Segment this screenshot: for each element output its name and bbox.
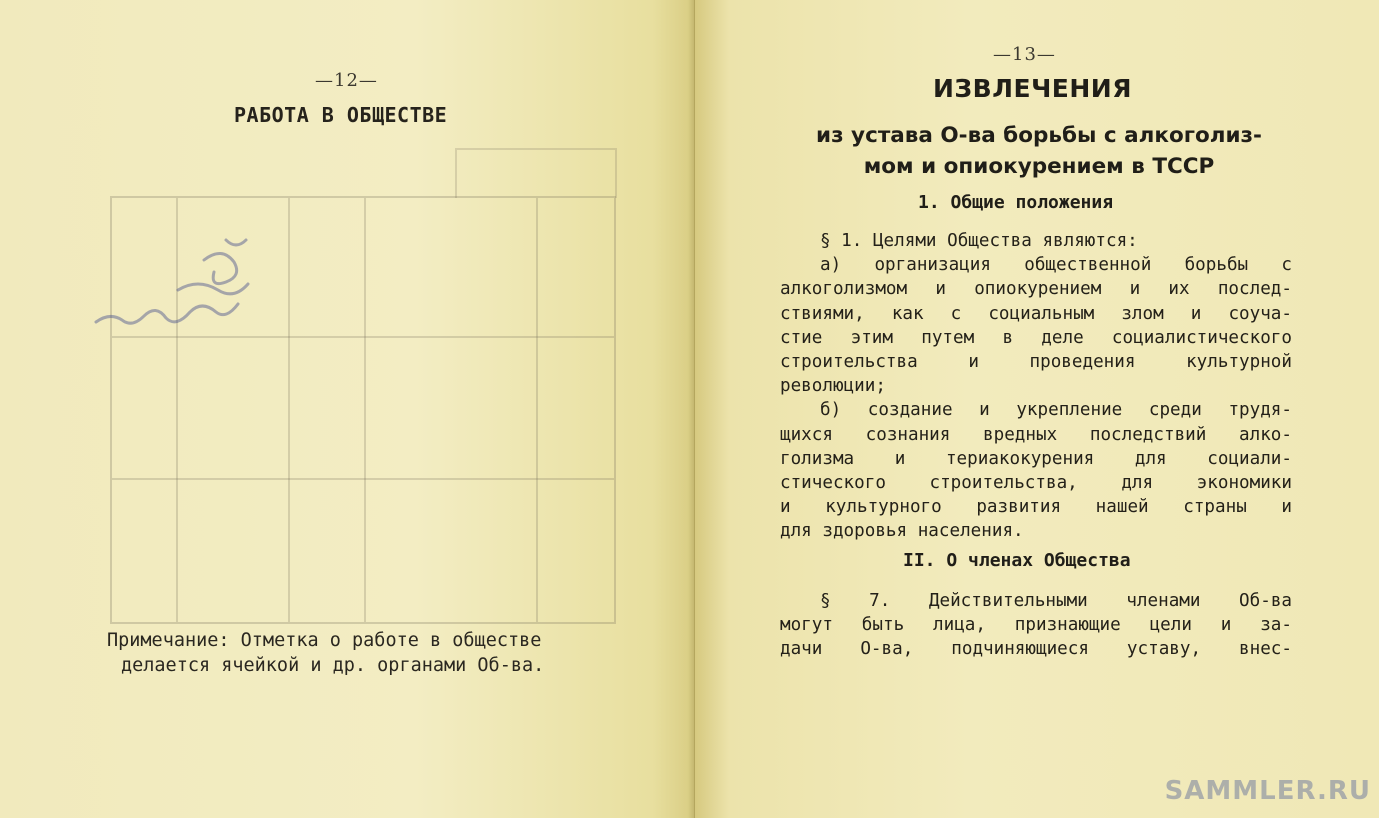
text-line: § 1. Целями Общества являются: <box>820 231 1138 251</box>
show-through-box <box>455 148 617 198</box>
text-line: стического строительства, для экономики <box>780 473 1292 494</box>
section-heading-members: II. О членах Общества <box>903 550 1131 571</box>
text-line: революции; <box>780 376 886 397</box>
text-line: могут быть лица, признающие цели и за- <box>780 615 1292 636</box>
text-line: для здоровья населения. <box>780 521 1024 542</box>
text-line: ствиями, как с социальным злом и соуча- <box>780 303 1292 324</box>
footnote-line: Примечание: Отметка о работе в обществе <box>107 630 542 651</box>
section-heading-general: 1. Общие положения <box>918 192 1114 213</box>
subtitle-line: из устава О-ва борьбы с алкоголиз- <box>816 123 1262 148</box>
text-line: голизма и териакокурения для социали- <box>780 448 1292 469</box>
text-line: щихся сознания вредных последствий алко- <box>780 424 1292 445</box>
watermark: SAMMLER.RU <box>1164 776 1371 806</box>
footnote-line: делается ячейкой и др. органами Об-ва. <box>121 655 545 676</box>
page-number: —13— <box>993 44 1056 65</box>
ink-stamp-scribble <box>86 230 286 340</box>
page-title: РАБОТА В ОБЩЕСТВЕ <box>234 103 448 127</box>
section-members-text <box>780 589 1292 662</box>
section-general-text <box>780 229 1292 544</box>
text-line: б) создание и укрепление среди трудя- <box>820 400 1292 421</box>
text-line: § 7. Действительными членами Об-ва <box>820 591 1292 611</box>
subtitle-line: мом и опиокурением в ТССР <box>863 154 1215 179</box>
page-title: ИЗВЛЕЧЕНИЯ <box>933 74 1132 103</box>
text-line: и культурного развития нашей страны и <box>780 497 1292 518</box>
footnote <box>107 628 617 678</box>
page-subtitle <box>779 120 1299 182</box>
text-line: стие этим путем в деле социалистического <box>780 327 1292 348</box>
text-line: дачи О-ва, подчиняющиеся уставу, внес- <box>780 639 1292 660</box>
text-line: строительства и проведения культурной <box>780 352 1292 373</box>
page-number: —12— <box>315 70 378 91</box>
text-line: алкоголизмом и опиокурением и их послед- <box>780 279 1292 300</box>
text-line: а) организация общественной борьбы с <box>820 255 1292 276</box>
right-page <box>695 0 1379 818</box>
